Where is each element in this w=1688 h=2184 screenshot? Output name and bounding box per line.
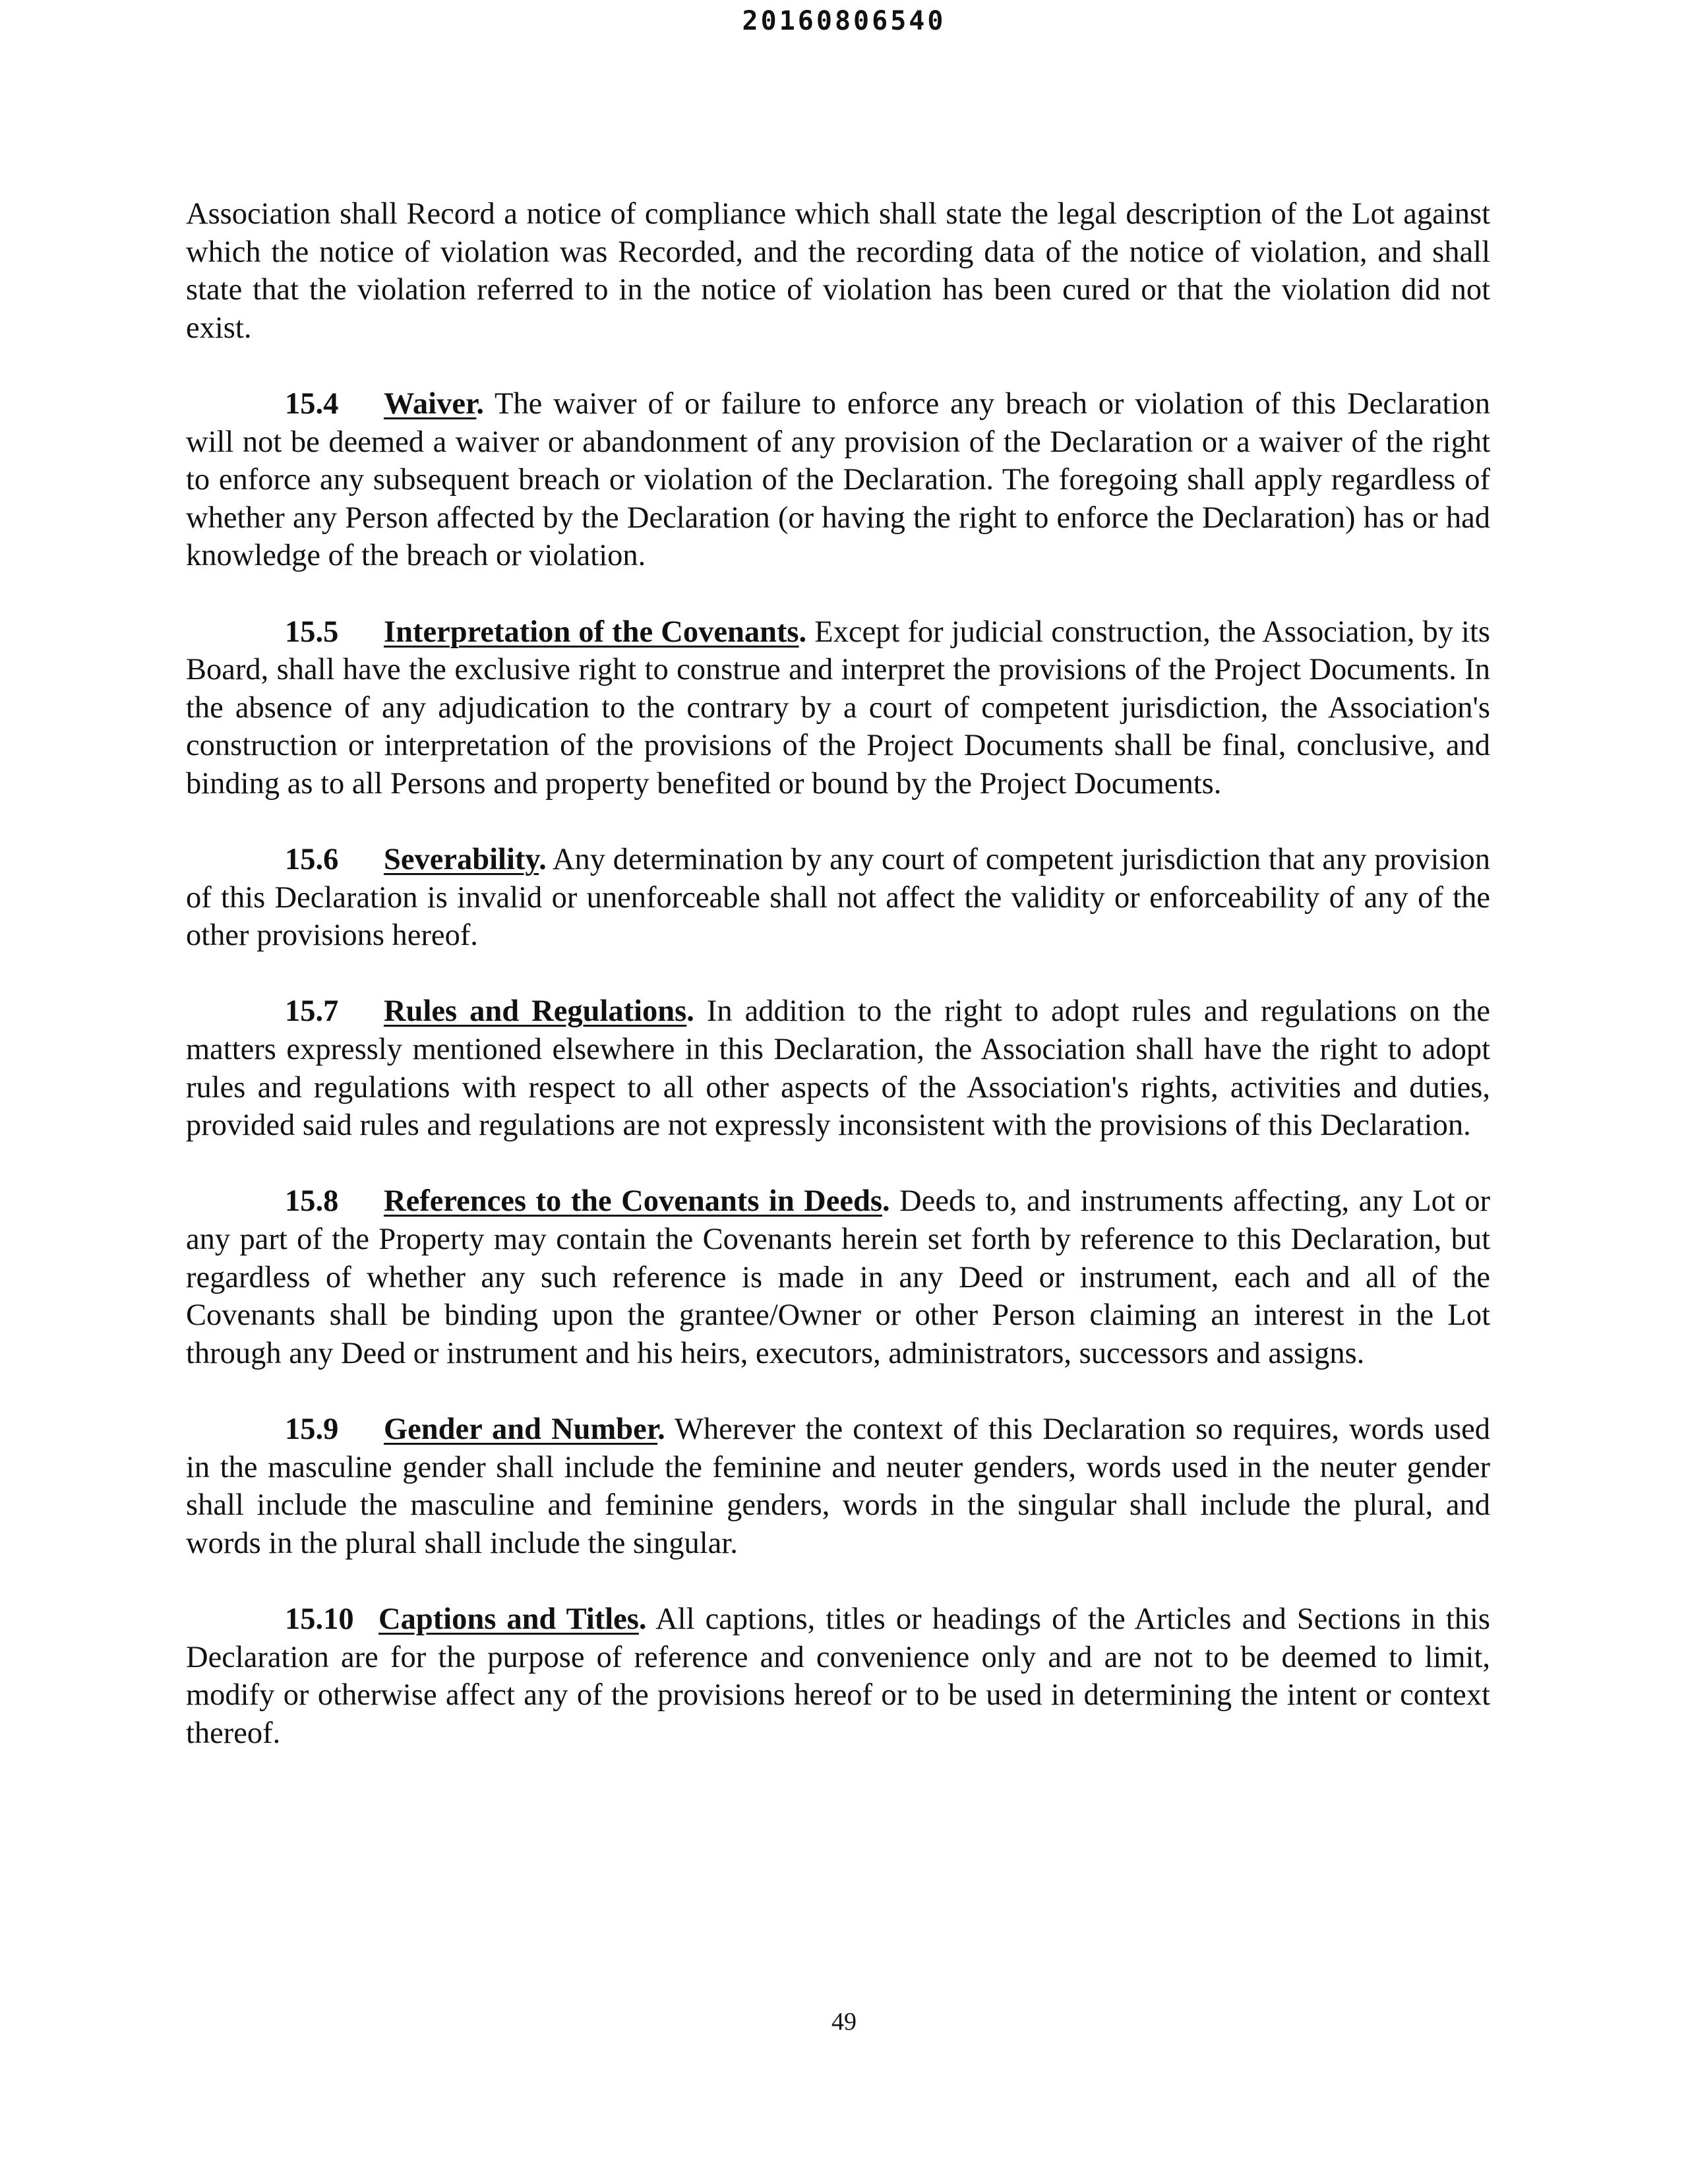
section-15-4: 15.4 Waiver. The waiver of or failure to enforce any breach or violation of this Declaration will not be deemed a waiver or abandonment of any provision of the Declaration or a waiver of the right to enforce any subsequent breach or violation of the Declaration. The foregoing shall apply regardless of whether any Person affected by the Declaration (or having the right to enforce the Declaration) has or had knowledge of the breach or violation.	[186, 385, 1490, 575]
section-text: Deeds to, and instruments affecting, any Lot or any part of the Property may contain the Covenants herein set forth by reference to this Declaration, but regardless of whether any such reference is made in any Deed or instrument, each and all of the Covenants shall be binding upon the grantee/Owner or other Person claiming an interest in the Lot through any Deed or instrument and his heirs, executors, administrators, successors and assigns.	[186, 1184, 1491, 1370]
section-number: 15.6	[285, 843, 339, 877]
section-title: Rules and Regulations	[384, 994, 687, 1029]
section-number: 15.10	[285, 1602, 354, 1636]
section-number: 15.5	[285, 615, 339, 649]
section-number: 15.8	[285, 1184, 339, 1219]
section-number: 15.7	[285, 994, 339, 1029]
section-text: All captions, titles or headings of the Articles and Sections in this Declaration are for the purpose of reference and convenience only and are not to be deemed to limit, modify or otherwise affect any of the provisions hereof or to be used in determining the intent or context thereof.	[186, 1602, 1491, 1750]
section-title: References to the Covenants in Deeds	[384, 1184, 882, 1219]
document-number: 20160806540	[742, 6, 946, 36]
section-title: Interpretation of the Covenants	[384, 615, 799, 649]
section-15-5: 15.5 Interpretation of the Covenants. Except for judicial construction, the Association, by its Board, shall have the exclusive right to construe and interpret the provisions of the Project Documents. In the absence of any adjudication to the contrary by a court of competent jurisdiction, the Association's construction or interpretation of the provisions of the Project Documents shall be final, conclusive, and binding as to all Persons and property benefited or bound by the Project Documents.	[186, 613, 1490, 803]
section-title: Waiver	[384, 386, 477, 421]
section-15-8: 15.8 References to the Covenants in Deeds. Deeds to, and instruments affecting, any Lot or any part of the Property may contain the Covenants herein set forth by reference to this Declaration, but regardless of whether any such reference is made in any Deed or instrument, each and all of the Covenants shall be binding upon the grantee/Owner or other Person claiming an interest in the Lot through any Deed or instrument and his heirs, executors, administrators, successors and assigns.	[186, 1182, 1490, 1372]
section-text: Except for judicial construction, the Association, by its Board, shall have the exclusive right to construe and interpret the provisions of the Project Documents. In the absence of any adjudication to the contrary by a court of competent jurisdiction, the Association's construction or interpretation of the provisions of the Project Documents shall be final, conclusive, and binding as to all Persons and property benefited or bound by the Project Documents.	[186, 615, 1490, 801]
section-15-6: 15.6 Severability. Any determination by any court of competent jurisdiction that any provision of this Declaration is invalid or unenforceable shall not affect the validity or enforceability of any of the other provisions hereof.	[186, 841, 1490, 955]
section-title: Severability	[384, 843, 539, 877]
section-15-10: 15.10 Captions and Titles. All captions, titles or headings of the Articles and Sections in this Declaration are for the purpose of reference and convenience only and are not to be deemed to limit, modify or otherwise affect any of the provisions hereof or to be used in determining the intent or context thereof.	[186, 1600, 1490, 1752]
section-number: 15.4	[285, 386, 339, 421]
section-15-7: 15.7 Rules and Regulations. In addition to the right to adopt rules and regulations on the matters expressly mentioned elsewhere in this Declaration, the Association shall have the right to adopt rules and regulations with respect to all other aspects of the Association's rights, activities and duties, provided said rules and regulations are not expressly inconsistent with the provisions of this Declaration.	[186, 992, 1490, 1144]
section-text: Wherever the context of this Declaration so requires, words used in the masculine gender shall include the feminine and neuter genders, words used in the neuter gender shall include the masculine and feminine genders, words in the singular shall include the plural, and words in the plural shall include the singular.	[186, 1412, 1490, 1560]
section-title: Gender and Number	[384, 1412, 658, 1446]
section-text: The waiver of or failure to enforce any breach or violation of this Declaration will not be deemed a waiver or abandonment of any provision of the Declaration or a waiver of the right to enforce any subsequent breach or violation of the Declaration. The foregoing shall apply regardless of whether any Person affected by the Declaration (or having the right to enforce the Declaration) has or had knowledge of the breach or violation.	[186, 386, 1490, 573]
document-body	[186, 195, 1490, 1790]
section-15-9: 15.9 Gender and Number. Wherever the context of this Declaration so requires, words used in the masculine gender shall include the feminine and neuter genders, words used in the neuter gender shall include the masculine and feminine genders, words in the singular shall include the plural, and words in the plural shall include the singular.	[186, 1410, 1490, 1562]
section-text: Any determination by any court of competent jurisdiction that any provision of this Declaration is invalid or unenforceable shall not affect the validity or enforceability of any of the other provisions hereof.	[186, 843, 1490, 953]
section-number: 15.9	[285, 1412, 339, 1446]
section-title: Captions and Titles	[378, 1602, 639, 1636]
section-text: In addition to the right to adopt rules and regulations on the matters expressly mentioned elsewhere in this Declaration, the Association shall have the right to adopt rules and regulations with respect to all other aspects of the Association's rights, activities and duties, provided said rules and regulations are not expressly inconsistent with the provisions of this Declaration.	[186, 994, 1490, 1143]
page-number: 49	[831, 2008, 857, 2036]
opening-paragraph: Association shall Record a notice of compliance which shall state the legal description of the Lot against which the notice of violation was Recorded, and the recording data of the notice of violation, and shall state that the violation referred to in the notice of violation has been cured or that the violation did not exist.	[186, 197, 1490, 345]
